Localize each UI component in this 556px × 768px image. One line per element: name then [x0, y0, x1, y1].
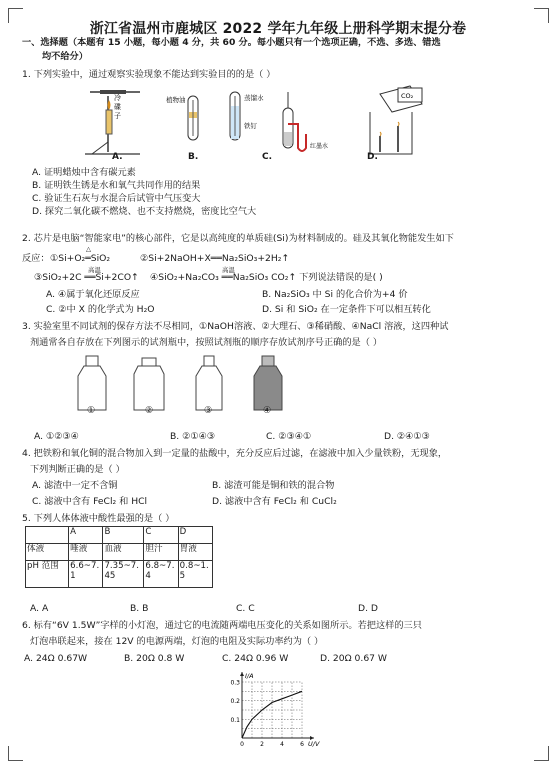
q1-a-zi: 子 — [114, 112, 121, 120]
q1-fig-label-d: D. — [367, 152, 378, 162]
q2-r4-condition: 高温 — [222, 266, 235, 274]
crop-mark-bottom-right — [534, 746, 549, 761]
iu-graph — [226, 672, 326, 752]
q6-option-b: B. 20Ω 0.8 W — [124, 653, 185, 664]
q1-options — [32, 166, 256, 218]
q1-b-oil: 植物油 — [166, 96, 186, 104]
bottle-2 — [134, 358, 164, 410]
ph-table-row — [26, 561, 213, 588]
ph-cell: 唾液 — [69, 544, 103, 561]
ph-table-row — [26, 544, 213, 561]
q5-stem: 5. 下列人体体液中酸性最强的是（ ） — [22, 513, 175, 524]
ph-cell: 6.6~7.1 — [69, 561, 103, 588]
x-tick-label: 4 — [280, 741, 284, 748]
q4-option-a: A. 滤渣中一定不含铜 — [32, 480, 118, 491]
q4-line1: 4. 把铁粉和氧化铜的混合物加入到一定量的盐酸中，充分反应后过滤，在滤液中加入少量铁粉，无现象， — [22, 448, 448, 459]
q2-line1: 2. 芯片是电脑“智能家电”的核心部件，它是以高纯度的单质硅(Si)为材料制成的。硅及其氧化物能发生如下 — [22, 233, 454, 244]
q6-line1: 6. 标有“6V 1.5W”字样的小灯泡，通过它的电流随两端电压变化的关系如图所示。若把这样的三只 — [22, 620, 422, 631]
q1-option-c: C. 验证生石灰与水混合后试管中气压变大 — [32, 193, 201, 204]
q1-fig-label-c: C. — [262, 152, 273, 162]
q1-c-label: 红墨水 — [310, 143, 329, 150]
q4-option-c: C. 滤液中含有 FeCl₂ 和 HCl — [32, 496, 148, 507]
q4-option-b: B. 滤渣可能是铜和铁的混合物 — [212, 480, 335, 491]
q5-option-c: C. C — [236, 603, 255, 614]
bottle-label-1: ① — [87, 405, 96, 416]
x-tick-label: 0 — [240, 741, 244, 748]
y-tick-label: 0.2 — [230, 698, 240, 706]
y-axis-label: I/A — [245, 672, 254, 680]
ph-cell: 7.35~7.45 — [103, 561, 144, 588]
x-tick-label: 6 — [300, 741, 304, 748]
bottle-1 — [78, 356, 106, 410]
ph-cell: 胃液 — [178, 544, 212, 561]
bottle-label-2: ② — [145, 405, 154, 416]
section-heading — [22, 36, 441, 64]
bottle-label-3: ③ — [204, 405, 213, 416]
y-tick-label: 0.3 — [230, 679, 240, 687]
bottle-label-4: ④ — [263, 405, 272, 416]
q1-fig-label-a: A. — [112, 152, 123, 162]
ph-cell: pH 范围 — [26, 561, 69, 588]
q3-line2: 剂通常各自存放在下列图示的试剂瓶中，按照试剂瓶的顺序存放试剂序号正确的是（ ） — [30, 337, 383, 348]
q4-option-d: D. 滤液中含有 FeCl₂ 和 CuCl₂ — [212, 496, 337, 507]
bottle-3 — [196, 356, 222, 410]
q6-line2: 灯泡串联起来，接在 12V 的电源两端，灯泡的电阻及实际功率约为（ ） — [30, 636, 324, 647]
q2-option-a: A. ④属于氧化还原反应 — [46, 289, 140, 300]
q2-reaction-2: ②Si+2NaOH+X══Na₂SiO₃+2H₂↑ — [140, 253, 290, 264]
page-title: 浙江省温州市鹿城区 2022 学年九年级上册科学期末提分卷 — [89, 21, 467, 37]
q3-option-b: B. ②①④③ — [170, 431, 216, 442]
q1-b-nail: 铁钉 — [244, 122, 257, 130]
q1-figures — [80, 82, 500, 164]
q6-option-a: A. 24Ω 0.67W — [24, 653, 88, 664]
ph-cell: 血液 — [103, 544, 144, 561]
q1-d-co2: CO₂ — [401, 92, 414, 100]
q2-option-d: D. Si 和 SiO₂ 在一定条件下可以相互转化 — [262, 304, 431, 315]
ph-table — [25, 526, 213, 588]
ph-cell: C — [144, 527, 178, 544]
q5-option-b: B. B — [130, 603, 149, 614]
q2-line2-prefix: 反应： — [22, 253, 50, 264]
ph-cell: 体液 — [26, 544, 69, 561]
ph-cell: 0.8~1.5 — [178, 561, 212, 588]
q2-r1-condition: △ — [86, 245, 91, 253]
q3-option-d: D. ②④①③ — [384, 431, 430, 442]
q1-fig-c — [283, 92, 328, 151]
ph-cell: 胆汁 — [144, 544, 178, 561]
q1-a-dish: 碟 — [114, 103, 121, 111]
q5-option-a: A. A — [30, 603, 49, 614]
q2-option-b: B. Na₂SiO₃ 中 Si 的化合价为+4 价 — [262, 289, 408, 300]
section-heading-line2: 均不给分） — [42, 51, 88, 62]
q2-reaction-1: ①Si+O₂═SiO₂ — [50, 253, 111, 264]
q1-a-cold: 冷 — [114, 94, 121, 102]
q2-reaction-4: ④SiO₂+Na₂CO₃ ══Na₂SiO₃ CO₂↑ 下列说法错误的是( ) — [150, 272, 383, 283]
section-heading-line1: 一、选择题（本题有 15 小题，每小题 4 分，共 60 分。每小题只有一个选项正确，不选、多选、错选 — [22, 37, 441, 48]
ph-cell: D — [178, 527, 212, 544]
q6-option-c: C. 24Ω 0.96 W — [222, 653, 289, 664]
ph-cell: B — [103, 527, 144, 544]
q3-line1: 3. 实验室里不同试剂的保存方法不尽相同，①NaOH溶液、②大理石、③稀硝酸、④NaCl 溶液，这四种试 — [22, 321, 449, 332]
q1-stem: 1. 下列实验中，通过观察实验现象不能达到实验目的的是（ ） — [22, 69, 276, 80]
ph-cell: 6.8~7.4 — [144, 561, 178, 588]
q2-option-c: C. ②中 X 的化学式为 H₂O — [46, 304, 155, 315]
x-tick-label: 2 — [260, 741, 264, 748]
ph-cell — [26, 527, 69, 544]
q3-option-c: C. ②③④① — [266, 431, 312, 442]
q1-option-d: D. 探究二氧化碳不燃烧、也不支持燃烧，密度比空气大 — [32, 206, 257, 217]
bottle-4 — [254, 356, 282, 410]
q1-fig-a — [85, 90, 140, 154]
q1-b-water: 蒸馏水 — [244, 94, 264, 102]
q4-line2: 下列判断正确的是（ ） — [30, 464, 125, 475]
x-axis-label: U/V — [308, 740, 320, 748]
y-tick-label: 0.1 — [230, 716, 240, 724]
ph-table-header — [26, 527, 213, 544]
q1-fig-d — [370, 86, 422, 154]
q6-option-d: D. 20Ω 0.67 W — [320, 653, 388, 664]
ph-cell: A — [69, 527, 103, 544]
q1-fig-label-b: B. — [188, 152, 199, 162]
q2-reaction-3: ③SiO₂+2C ══Si+2CO↑ — [34, 272, 139, 283]
q2-r3-condition: 高温 — [88, 266, 101, 274]
q1-option-b: B. 证明铁生锈是水和氧气共同作用的结果 — [32, 180, 201, 191]
y-axis-arrow — [240, 672, 244, 676]
q1-option-a: A. 证明蜡烛中含有碳元素 — [32, 167, 136, 178]
q5-option-d: D. D — [358, 603, 378, 614]
q1-fig-b — [166, 92, 264, 140]
crop-mark-bottom-left — [8, 746, 23, 761]
q3-option-a: A. ①②③④ — [34, 431, 79, 442]
